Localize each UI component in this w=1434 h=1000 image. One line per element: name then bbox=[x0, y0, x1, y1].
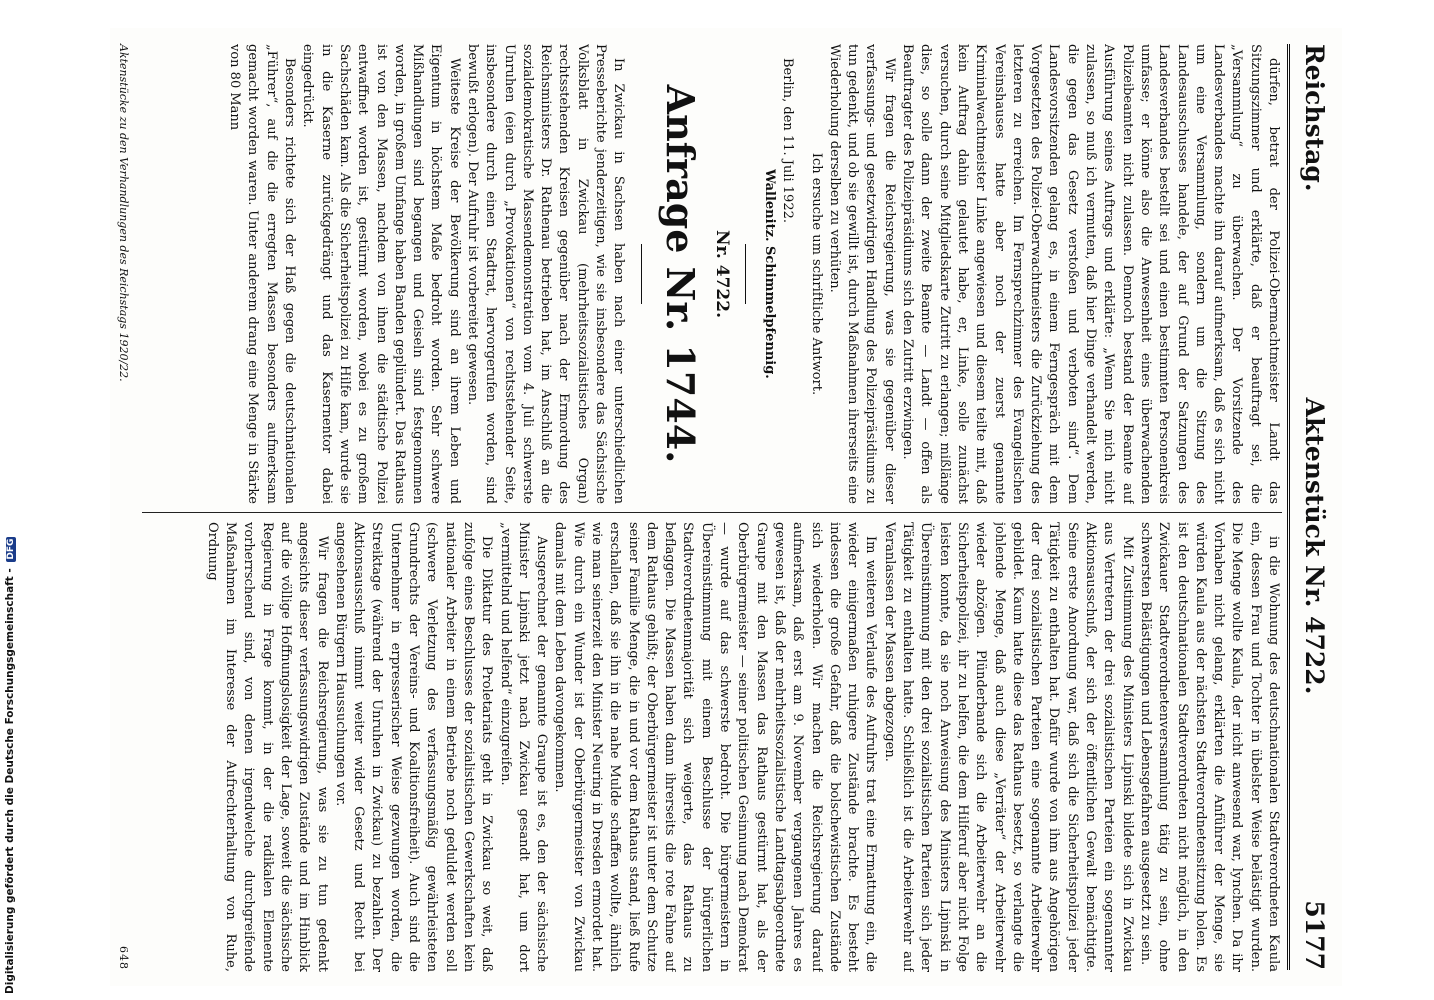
paragraph: in die Wohnung des deutschnationalen Stadtverordneten Kaula ein, dessen Frau und Tochter in übelster Weise belästigt wurden. Die Menge wollte Kaula, der nicht anwesend war, lynchen. Da ihr Vorhaben nicht gelang, erklärten die Anführer der Menge, sie würden Kaula aus der nächsten Stadtverordnetensitzung holen. Es ist den deutschnationalen Stadtverordneten nicht möglich, in den Zwickauer Stadtverordnetenversammlung tätig zu sein, ohne schwersten Belästigungen und Lebensgefahren ausgesetzt zu sein. bbox=[1137, 522, 1281, 972]
paragraph: Ausgerechnet der genannte Graupe ist es, den der sächsische Minister Lipinski jetzt nach Zwickau gesandt hat, um dort „vermittelnd und helfend“ einzugreifen. bbox=[497, 522, 550, 972]
header-rule bbox=[1287, 44, 1290, 970]
paragraph: Besonders richtete sich der Haß gegen die deutschnationalen „Führer“, auf die die erregten Massen besonders aufmerksam gemacht worden waren. Unter anderem drang eine Menge in Stärke von 80 Mann bbox=[227, 44, 298, 504]
paragraph: In Zwickau in Sachsen haben nach einer unterschiedlichen Presseberichte jenderzeitigen, wie sie insbesondere das Sächsische Volksblatt in Zwickau (mehrheitssozialistisches Organ) rechtsstehenden Kreisen gegenüber nach der Ermordung des Reichsministers Dr. Rathenau betrieben hat, im Anschluß an die sozialdemokratische Massendemonstration vom 4. Juli schwerste Unruhen (eien durch „Provokationen“ von rechtsstehender Seite, insbesondere durch einen Stadtrat, hervorgerufen worden, sind bewußt erlogen). Der Aufruhr ist vorbereitet gewesen. bbox=[465, 44, 627, 504]
footer-source: Aktenstücke zu den Verhandlungen des Reichstags 1920/22. bbox=[117, 44, 130, 382]
dfg-logo-icon: DFG bbox=[6, 538, 16, 560]
paragraph: dürfen, betrat der Polizei-Obermachtmeister Landt das Sitzungszimmer und erklärte, daß er beauftragt sei, die „Versammlung“ zu überwachen. Der Vorsitzende des Landesverbandes machte ihn darauf aufmerksam, daß es sich nicht um eine Versammlung, sondern um die Sitzung des Landesausschusses handele, der auf Grund der Satzungen des Landesverbandes bestellt sei und einen bestimmten Personenkreis umfasse; er könne also die Anwesenheit eines überwachenden Polizeibeamten nicht zulassen. Dennoch bestand der Beamte auf Ausführung seines Auftrags und erklärte: „Wenn Sie mich nicht zulassen, so muß ich vermuten, daß hier Dinge verhandelt werden, die gegen das Gesetz verstoßen und verboten sind“. Dem Landesvorsitzenden gelang es, in einem Ferngespräch mit dem Vorgesetzten des Polizei-Oberwachtmeisters die Zurückziehung des letzteren zu erreichen. Im Fernsprechzimmer des Evangelischen Vereinshauses hatte aber noch der zuerst genannte Kriminalwachtmeister Linke angewiesen und diesem teilte mit, daß kein Auftrag dahin gelautet habe, er, Linke, solle zunächst versuchen, durch seine Mitgliedskarte Zutritt zu erlangen; mißlänge dies, so solle dann der zweite Beamte — Landt — offen als Beauftragter des Polizeipräsidiums sich den Zutritt erzwingen. bbox=[900, 44, 1281, 504]
divider bbox=[641, 244, 642, 304]
header-center: Aktenstück Nr. 4722. bbox=[1300, 397, 1330, 695]
page-footer bbox=[117, 44, 130, 970]
divider bbox=[745, 244, 746, 304]
paragraph: Die Diktatur des Proletariats geht in Zwickau so weit, daß zufolge eines Beschlusses der sozialistischen Gewerkschaften kein nationaler Arbeiter in einem Betriebe noch geduldet werden soll (schwere Verletzung des verfassungsmäßig gewährleisteten Grundrechts der Vereins- und Koalitionsfreiheit). Auch sind die Unternehmer in erpresserischer Weise gezwungen worden, die Streiktage (während der Unruhen in Zwickau) zu bezahlen. Der Aktionsausschuß nimmt weiter wider Gesetz und Recht bei angesehenen Bürgern Haussuchungen vor. bbox=[332, 522, 495, 972]
paragraph: Wir fragen die Reichsregierung, was sie gegenüber dieser verfassungs- und gesetzwidrigen Handlung des Polizeipräsidiums zu tun gedenkt, und ob sie gewillt ist, durch Maßnahmen ihrerseits eine Wiederholung derselben zu verhüten. bbox=[826, 44, 897, 504]
anfrage-title: Anfrage Nr. 1744. bbox=[658, 84, 704, 464]
paragraph: Im weiteren Verlaufe des Aufruhrs trat eine Ermattung ein, die wieder einigermaßen ruhigere Zustände brachte. Es besteht indessen die große Gefahr, daß die bolschewistischen Zustände sich wiederholen. Wir machen die Reichsregierung darauf aufmerksam, daß erst am 9. November vergangenen Jahres es gewesen ist, daß der mehrheitssozialistische Landtagsabgeordnete Graupe mit den Massen das Rathaus gestürmt hat, als der Oberbürgermeister — seiner politischen Gesinnung nach Demokrat — wurde auf das schwerste bedroht. Die bürgermeistern in Übereinstimmung mit einem Beschlusse der bürgerlichen Stadtverordnetenmajorität sich weigerte, das Rathaus zu beflaggen. Die Massen haben dann ihrerseits die rote Fahne auf dem Rathaus gehißt; der Oberbürgermeister ist unter dem Schutze seiner Familie Menge, die in und vor dem Rathaus stand, ließ Rufe erschallen, daß sie ihn in die nahe Mulde schaffen wollte, ähnlich wie man seinerzeit den Minister Neuring in Dresden ermordet hat. Wie durch ein Wunder ist der Oberbürgermeister von Zwickau damals mit dem Leben davongekommen. bbox=[552, 522, 879, 972]
paragraph: Wir fragen die Reichsregierung, was sie zu tun gedenkt angesichts dieser verfassungswidrigen Zustände und im Hinblick auf die völlige Hoffnungslosigkeit der Lage, soweit die sächsische Regierung in Frage kommt, in der die radikalen Elemente vorherrschend sind, von denen irgendwelche durchgreifende Maßnahmen im Interesse der Aufrechterhaltung von Ruhe, Ordnung bbox=[204, 522, 330, 972]
header-left: Reichstag. bbox=[1300, 44, 1330, 192]
signature-place: Berlin, den 11. Juli 1922. bbox=[780, 58, 796, 223]
paragraph: Ich ersuche um schriftliche Antwort. bbox=[808, 152, 824, 396]
right-column bbox=[142, 522, 1282, 972]
page-header bbox=[1294, 44, 1336, 970]
paragraph: Weiteste Kreise der Bevölkerung sind an ihrem Leben und Eigentum in höchstem Maße bedroht worden. Sehr schwere Mißhandlungen sind begangen und Geiseln sind festgenommen worden, in großem Umfange haben Banden geplündert. Das Rathaus ist von den Massen, nachdem von ihnen die städtische Polizei entwaffnet worden ist, gestürmt worden, wobei es zu großem Sachschäden kam. Als die Sicherheitspolizei zu Hilfe kam, wurde sie in die Kaserne zurückgedrängt und das Kasernentor dabei eingedrückt. bbox=[300, 44, 462, 504]
digitization-credit bbox=[4, 537, 16, 994]
paragraph: Mit Zustimmung des Ministers Lipinski bildete sich in Zwickau aus Vertretern der drei sozialistischen Parteien ein sogenannter Aktionsausschuß, der sich der öffentlichen Gewalt bemächtigte. Seine erste Anordnung war, daß sich die Sicherheitspolizei jeder Tätigkeit zu enthalten hat. Dafür wurde von ihm aus Angehörigen der drei sozialistischen Parteien eine sogenannte Arbeiterwehr gebildet. Kaum hatte diese das Rathaus besetzt, so verlangte die johlende Menge, daß auch diese „Verräter“ der Arbeiterwehr wieder abzögen. Plünderbande sich die Arbeiterwehr an die Sicherheitspolizei, ihr zu helfen, die dem Hilferuf aber nicht Folge leisten konnte, da sie noch Anweisung des Ministers Lipinski in Übereinstimmung mit den drei sozialistischen Parteien sich jeder Tätigkeit zu enthalten hatte. Schließlich ist die Arbeiterwehr auf Veranlassen der Massen abgezogen. bbox=[881, 522, 1135, 972]
page-number: 5177 bbox=[1300, 900, 1330, 970]
signature-names: Wallenitz. Schimmelpfennig. bbox=[761, 169, 777, 379]
document-number: Nr. 4722. bbox=[711, 229, 732, 318]
column-divider bbox=[142, 512, 1282, 513]
left-column bbox=[142, 44, 1282, 504]
footer-page: 648 bbox=[117, 946, 130, 970]
scanned-page bbox=[110, 28, 1342, 986]
credit-text: Digitalisierung gefördert durch die Deutsche Forschungsgemeinschaft - bbox=[4, 568, 16, 994]
